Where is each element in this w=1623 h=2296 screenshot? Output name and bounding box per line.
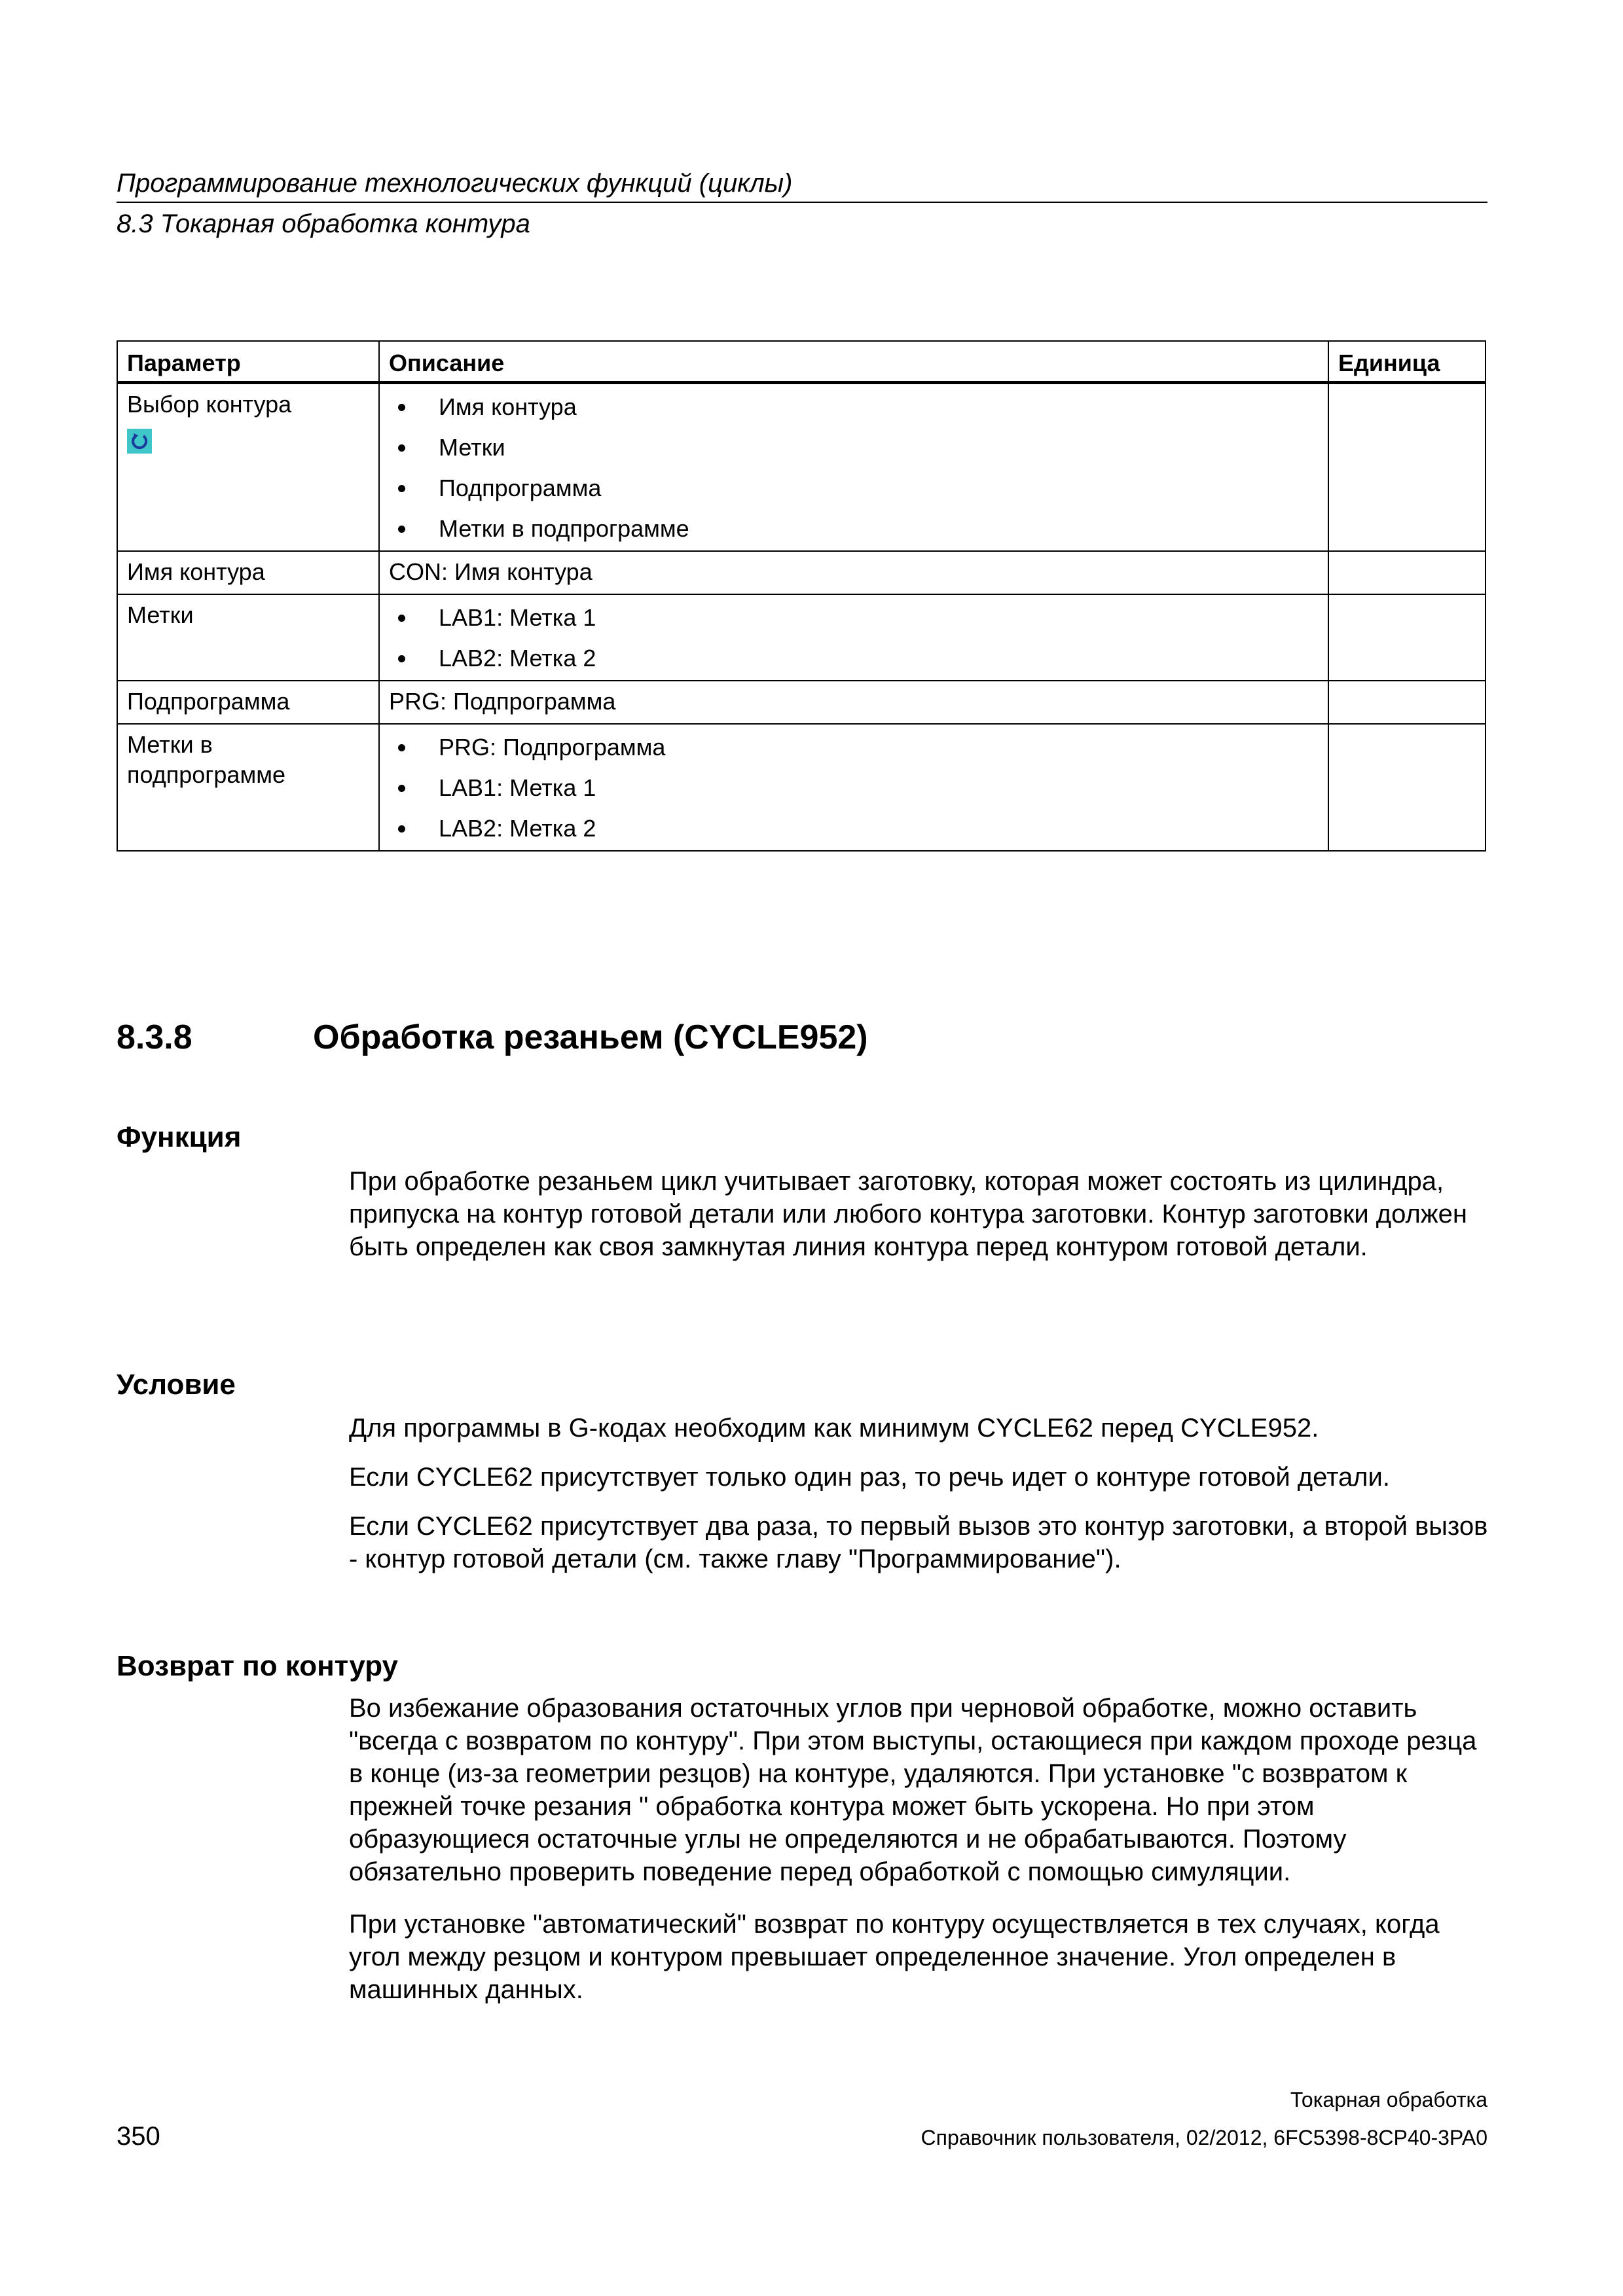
param-cell: Метки xyxy=(117,594,379,681)
section-number: 8.3.8 xyxy=(117,1018,192,1056)
header-desc: Описание xyxy=(379,341,1328,383)
footer-title: Токарная обработка xyxy=(1290,2088,1487,2111)
return-paragraph-1: Во избежание образования остаточных углов при черновой обработке, можно оставить "всегда с возвратом по контуру". При этом выступы, остающиеся при каждом проходе резца в конце (из-за геометрии резцов) на контуре, удаляются. При установке "с возвратом к прежней точке резания " обработка контура может быть ускорена. Но при этом образующиеся остаточные углы не определяются и не обрабатываются. Поэтому обязательно проверить поведение перед обработкой с помощью симуляции. xyxy=(349,1694,1477,1886)
page-number: 350 xyxy=(117,2122,160,2151)
table-row xyxy=(117,551,1486,594)
function-heading: Функция xyxy=(117,1121,242,1153)
function-paragraph: При обработке резаньем цикл учитывает заготовку, которая может состоять из цилиндра, припуска на контур готовой детали или любого контура заготовки. Контур заготовки должен быть определен как своя замкнутая линия контура перед контуром готовой детали. xyxy=(349,1167,1467,1261)
unit-cell xyxy=(1328,383,1486,552)
desc-cell xyxy=(379,383,1328,552)
list-item: Метки в подпрограмме xyxy=(389,514,1319,544)
desc-cell: PRG: Подпрограмма xyxy=(379,681,1328,724)
unit-cell xyxy=(1328,594,1486,681)
desc-list xyxy=(389,392,1319,544)
table-row xyxy=(117,724,1486,851)
list-item: LAB1: Метка 1 xyxy=(389,773,1319,803)
param-cell xyxy=(117,383,379,552)
unit-cell xyxy=(1328,681,1486,724)
param-cell: Имя контура xyxy=(117,551,379,594)
table-header-row xyxy=(117,341,1486,383)
list-item: Подпрограмма xyxy=(389,473,1319,503)
desc-cell xyxy=(379,594,1328,681)
cycle-toggle-icon xyxy=(127,429,152,454)
running-header-chapter: Программирование технологических функций (циклы) xyxy=(117,169,793,198)
header-rule xyxy=(117,202,1487,203)
return-paragraph-2: При установке "автоматический" возврат по контуру осуществляется в тех случаях, когда угол между резцом и контуром превышает определенное значение. Угол определен в машинных данных. xyxy=(349,1910,1440,2004)
header-unit: Единица xyxy=(1328,341,1486,383)
list-item: LAB2: Метка 2 xyxy=(389,814,1319,844)
list-item: LAB1: Метка 1 xyxy=(389,603,1319,633)
condition-heading: Условие xyxy=(117,1369,236,1401)
table-row xyxy=(117,594,1486,681)
table-row xyxy=(117,383,1486,552)
desc-cell xyxy=(379,724,1328,851)
condition-paragraph-1: Для программы в G-кодах необходим как минимум CYCLE62 перед CYCLE952. xyxy=(349,1414,1319,1443)
list-item: Метки xyxy=(389,433,1319,463)
param-name: Выбор контура xyxy=(127,391,292,418)
running-header-section: 8.3 Токарная обработка контура xyxy=(117,209,530,238)
param-cell: Метки в подпрограмме xyxy=(117,724,379,851)
section-title: Обработка резаньем (CYCLE952) xyxy=(313,1018,868,1056)
desc-list xyxy=(389,732,1319,844)
return-heading: Возврат по контуру xyxy=(117,1650,398,1682)
list-item: Имя контура xyxy=(389,392,1319,422)
desc-list xyxy=(389,603,1319,673)
desc-cell: CON: Имя контура xyxy=(379,551,1328,594)
table-row xyxy=(117,681,1486,724)
unit-cell xyxy=(1328,724,1486,851)
param-cell: Подпрограмма xyxy=(117,681,379,724)
parameter-table xyxy=(117,340,1486,852)
footer-reference: Справочник пользователя, 02/2012, 6FC5398-8CP40-3PA0 xyxy=(921,2126,1487,2149)
header-param: Параметр xyxy=(117,341,379,383)
unit-cell xyxy=(1328,551,1486,594)
list-item: LAB2: Метка 2 xyxy=(389,643,1319,673)
condition-paragraph-2: Если CYCLE62 присутствует только один раз, то речь идет о контуре готовой детали. xyxy=(349,1463,1390,1492)
list-item: PRG: Подпрограмма xyxy=(389,732,1319,762)
condition-paragraph-3: Если CYCLE62 присутствует два раза, то первый вызов это контур заготовки, а второй вызов - контур готовой детали (см. также главу "Программирование"). xyxy=(349,1512,1488,1573)
